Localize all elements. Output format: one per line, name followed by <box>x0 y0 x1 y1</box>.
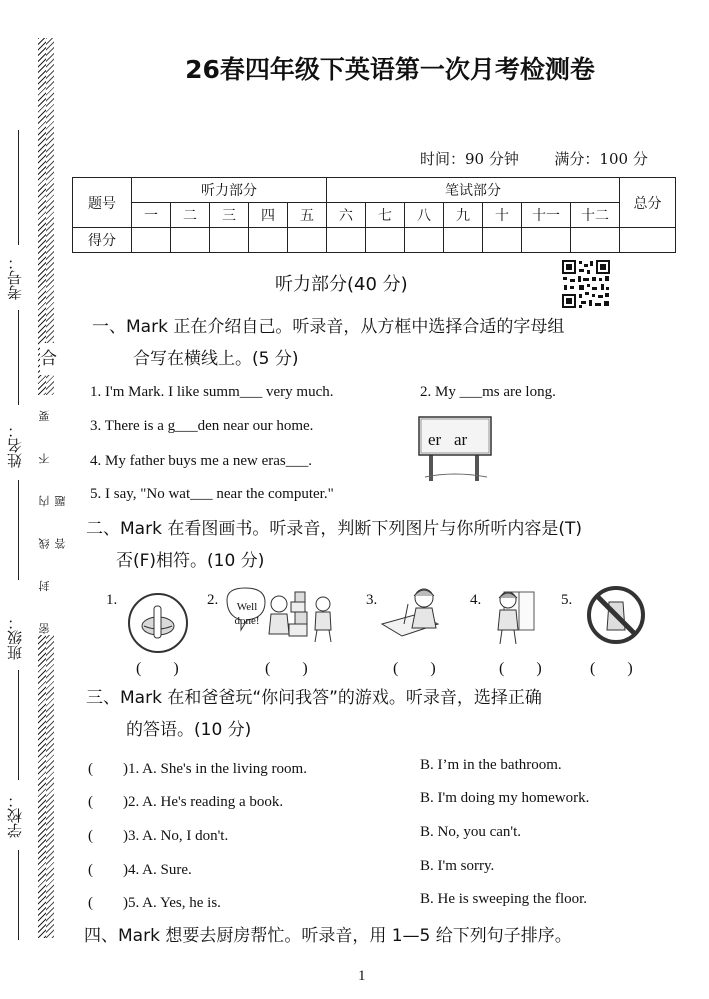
score-cell[interactable] <box>210 228 249 253</box>
col-header: 九 <box>444 203 483 228</box>
written-header: 笔试部分 <box>327 178 620 203</box>
s2-answer-paren-2[interactable]: ( ) <box>265 660 308 677</box>
s2-pic-label-1: 1. <box>106 592 118 608</box>
s1-item-4: 4. My father buys me a new eras___. <box>90 453 313 469</box>
school-line <box>18 850 19 940</box>
exam-full-score: 满分：100 分 <box>554 150 648 168</box>
quiet-sign-picture <box>127 592 189 654</box>
score-cell[interactable] <box>366 228 405 253</box>
col-header: 五 <box>288 203 327 228</box>
score-cell[interactable] <box>288 228 327 253</box>
section3-heading-line1: 三、Mark 在和爸爸玩“你问我答”的游戏。听录音，选择正确 <box>86 688 542 708</box>
total-header: 总分 <box>620 178 676 228</box>
name-label: 姓名： <box>6 423 24 469</box>
s2-answer-paren-3[interactable]: ( ) <box>393 660 436 677</box>
page-title: 26春四年级下英语第一次月考检测卷 <box>185 55 595 84</box>
s2-pic-label-3: 3. <box>366 592 378 608</box>
speech-bubble-text: Well done! <box>234 601 260 627</box>
q-number-header: 题号 <box>73 178 132 228</box>
section1-heading-line2: 合写在横线上。(5 分) <box>133 349 299 369</box>
s1-item-1: 1. I'm Mark. I like summ___ very much. <box>90 384 334 400</box>
score-cell[interactable] <box>571 228 620 253</box>
s3-row-4-b: B. I'm sorry. <box>420 858 495 874</box>
name-line-top <box>18 310 19 405</box>
name-line-bottom <box>18 480 19 580</box>
exam-no-label: 考号： <box>6 255 24 301</box>
score-cell[interactable] <box>132 228 171 253</box>
s2-answer-paren-4[interactable]: ( ) <box>499 660 542 677</box>
s1-item-2: 2. My ___ms are long. <box>420 384 556 400</box>
col-header: 二 <box>171 203 210 228</box>
section2-heading-line2: 否(F)相符。(10 分) <box>116 551 265 571</box>
col-header: 三 <box>210 203 249 228</box>
girl-drawing-picture <box>378 584 458 648</box>
listening-part-title: 听力部分(40 分) <box>275 274 408 295</box>
s2-answer-paren-5[interactable]: ( ) <box>590 660 633 677</box>
score-cell[interactable] <box>444 228 483 253</box>
score-cell[interactable] <box>171 228 210 253</box>
class-label: 班级： <box>6 615 24 661</box>
score-cell[interactable] <box>405 228 444 253</box>
listening-header: 听力部分 <box>132 178 327 203</box>
col-header: 六 <box>327 203 366 228</box>
class-line <box>18 670 19 780</box>
col-header: 四 <box>249 203 288 228</box>
s3-row-1-a[interactable]: ( )1. A. She's in the living room. <box>88 761 307 777</box>
col-header: 一 <box>132 203 171 228</box>
s3-row-4-a[interactable]: ( )4. A. Sure. <box>88 862 192 878</box>
section1-heading-line1: 一、Mark 正在介绍自己。听录音，从方框中选择合适的字母组 <box>92 317 565 337</box>
score-cell-total[interactable] <box>620 228 676 253</box>
section3-heading-line2: 的答语。(10 分) <box>126 720 252 740</box>
s3-row-3-b: B. No, you can't. <box>420 824 522 840</box>
exam-no-line <box>18 130 19 245</box>
score-cell[interactable] <box>522 228 571 253</box>
s2-answer-paren-1[interactable]: ( ) <box>136 660 179 677</box>
s3-row-2-a[interactable]: ( )2. A. He's reading a book. <box>88 794 284 810</box>
score-cell[interactable] <box>483 228 522 253</box>
exam-meta <box>420 148 648 169</box>
qr-code-icon <box>561 259 611 309</box>
col-header: 十 <box>483 203 522 228</box>
s3-row-5-b: B. He is sweeping the floor. <box>420 891 588 907</box>
score-cell[interactable] <box>249 228 288 253</box>
seal-line-text: 密 封 线 内 不 要 答 题 <box>38 396 67 634</box>
s1-item-3: 3. There is a g___den near our home. <box>90 418 314 434</box>
s3-row-2-b: B. I'm doing my homework. <box>420 790 590 806</box>
girl-window-picture <box>486 584 542 646</box>
score-cell[interactable] <box>327 228 366 253</box>
col-header: 十一 <box>522 203 571 228</box>
exam-time: 时间：90 分钟 <box>420 150 519 168</box>
s2-pic-label-2: 2. <box>207 592 219 608</box>
score-table <box>72 177 676 253</box>
s2-pic-label-5: 5. <box>561 592 573 608</box>
section1-stray-char: 合 <box>40 343 57 375</box>
section2-heading-line1: 二、Mark 在看图画书。听录音，判断下列图片与你所听内容是(T) <box>86 519 582 539</box>
col-header: 七 <box>366 203 405 228</box>
prohibition-sign-picture <box>585 584 647 646</box>
col-header: 八 <box>405 203 444 228</box>
page-number: 1 <box>358 968 366 984</box>
score-row-label: 得分 <box>73 228 132 253</box>
s3-row-1-b: B. I’m in the bathroom. <box>420 757 562 773</box>
section4-heading: 四、Mark 想要去厨房帮忙。听录音，用 1—5 给下列句子排序。 <box>84 926 572 946</box>
letter-board-text: er ar <box>428 430 468 449</box>
school-label: 学校： <box>6 793 24 839</box>
s3-row-3-a[interactable]: ( )3. A. No, I don't. <box>88 828 229 844</box>
s2-pic-label-4: 4. <box>470 592 482 608</box>
s3-row-5-a[interactable]: ( )5. A. Yes, he is. <box>88 895 221 911</box>
col-header: 十二 <box>571 203 620 228</box>
s1-item-5: 5. I say, "No wat___ near the computer." <box>90 486 334 502</box>
